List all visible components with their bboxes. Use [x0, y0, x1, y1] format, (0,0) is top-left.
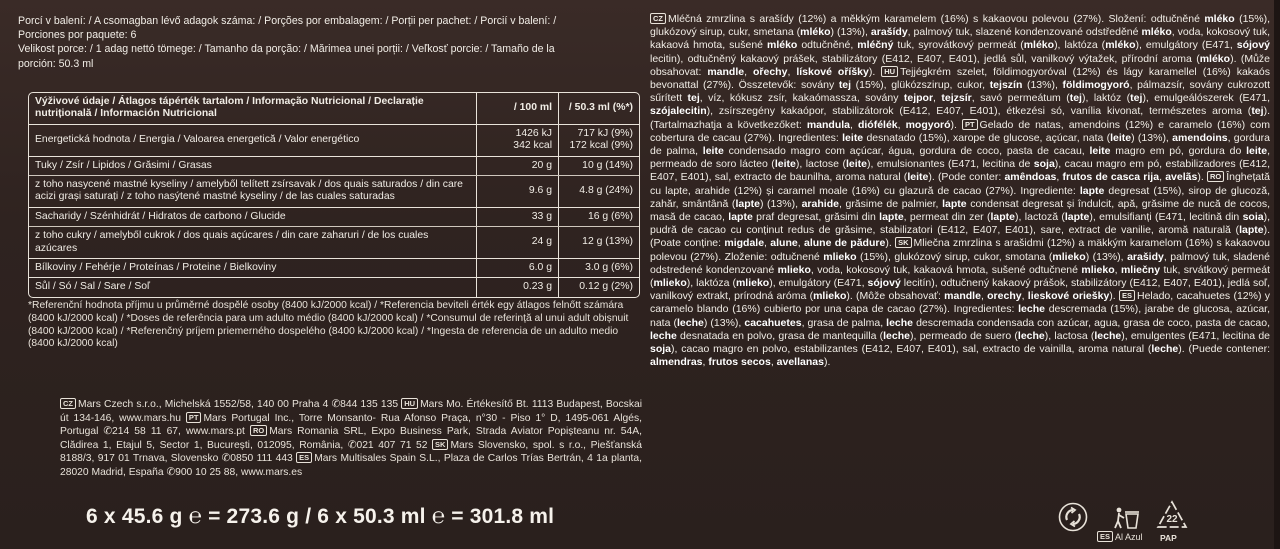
allergen-highlight: soia — [1242, 211, 1264, 224]
allergen-highlight: ořechy — [753, 65, 788, 78]
allergen-highlight: mlieko — [653, 277, 687, 290]
nutrition-header-serving: / 50.3 ml (%*) — [568, 102, 633, 114]
allergen-highlight: tejszín — [989, 79, 1023, 92]
allergen-highlight: leche — [883, 329, 910, 342]
weight-total-volume: = 273.6 g / 6 x 50.3 ml — [208, 505, 426, 528]
allergen-highlight: lapte — [1079, 184, 1105, 197]
ingredients-sk: SK Mliečna zmrzlina s arašidmi (12%) a mäkkým karamelom (16%) s kakaovou polevou (27%). Zloženie: odtučnené mlieko (15%), glukózový sirup, cukor, smotana (mlieko) (13%), arašidy, palmový tuk, sladené odstredené kondenzované mlieko, voda, kokosový tuk, kakaová hmota, sušené odtučnené mlieko, mliečny tuk, srvátkový permeát (mlieko), laktóza (mlieko), emulgátory (E471, sójový lecitín), odtučnený kakaový prášok, stabilizátory (E412, E407, E401), jedlá soľ, vanilkový extrakt, prírodná aróma (mlieko). (Môže obsahovať: mandle, orechy, lieskové oriešky). — [650, 237, 1271, 303]
country-code-badge: CZ — [650, 13, 666, 24]
pap-label: PAP — [1160, 533, 1177, 543]
allergen-highlight: lapte — [735, 197, 760, 210]
nutrient-label: Energetická hodnota / Energia / Valoarea energetică / Valor energético — [29, 125, 477, 156]
nutrient-per100: 9.6 g — [477, 176, 559, 207]
allergen-highlight: leite — [1110, 131, 1132, 144]
allergen-highlight: alune de pădure — [803, 237, 886, 250]
allergen-highlight: lapte — [990, 211, 1016, 224]
allergen-highlight: frutos de casca rija — [1062, 171, 1160, 184]
country-code-badge: CZ — [60, 398, 76, 409]
allergen-highlight: mléko — [800, 26, 831, 39]
allergen-highlight: migdale — [724, 237, 765, 250]
nutrient-serving: 0.12 g (2%) — [579, 281, 633, 293]
es-bin-text: Al Azul — [1115, 532, 1143, 542]
nutrient-serving: 12 g (13%) — [582, 236, 633, 248]
servings-line: Porcí v balení: / A csomagban lévő adagok száma: / Porções por embalagem: / Porții per pachet: / Porcií v balení: / — [18, 15, 557, 27]
pap-number: 22 — [1166, 514, 1178, 525]
es-bin-label — [1097, 531, 1143, 542]
nutrient-per100: 1426 kJ 342 kcal — [477, 125, 559, 156]
allergen-highlight: mléko — [1141, 26, 1172, 39]
allergen-highlight: leite — [774, 158, 796, 171]
allergen-highlight: arašídy — [870, 26, 908, 39]
allergen-highlight: mléčný — [857, 39, 894, 52]
nutrient-per100: 0.23 g — [477, 278, 559, 296]
reference-intake-footnote: *Referenční hodnota příjmu u průměrné dospělé osoby (8400 kJ/2000 kcal) / *Referencia beviteli érték egy átlagos felnőtt számára (8400 kJ/2000 kcal) / *Doses de referência para um adulto médio (8400 kJ/2000 kcal) / *Consumul de referință al unui adult obișnuit (8400 kJ/2000 kcal) / *Referenčný príjem priemerného dospelého (8400 kJ/2000 kcal) / *Ingesta de referencia de un adulto medio (8400 kJ/2000 kcal) — [28, 300, 629, 350]
allergen-highlight: leite — [1246, 145, 1268, 158]
country-code-badge: ES — [296, 452, 312, 463]
allergen-highlight: mlieko — [1052, 250, 1086, 263]
allergen-highlight: mogyoró — [905, 118, 951, 131]
ingredients-ro: RO Înghețată cu lapte, arahide (12%) și caramel moale (16%) cu glazură de cacao (27%). Ingrediente: lapte degresat (15%), sirop de glucoză, zahăr, smântână (lapte) (13%), arahide, grăsime de palmier, lapte condensat degresat și îndulcit, apă, grăsime de nucă de cocos, masă de cacao, lapte praf degresat, grăsimi din lapte, permeat din zer (lapte), lactoză (lapte), emulsifianți (E471, lecitină din soia), pudră de cacao cu conținut redus de grăsime, stabilizatori (E412, E407, E401), sare, extract de vanilie, aromă naturală (lapte). (Poate conține: migdale, alune, alune de pădure). — [650, 171, 1271, 250]
allergen-highlight: orechy — [987, 290, 1022, 303]
allergen-highlight: tejpor — [903, 92, 934, 105]
volume-total: = 301.8 ml — [451, 505, 555, 528]
allergen-highlight: sójový — [1236, 39, 1271, 52]
allergen-highlight: mlieko — [823, 250, 857, 263]
servings-info — [18, 14, 638, 71]
allergen-highlight: arahide — [801, 197, 839, 210]
package-edge — [1274, 0, 1280, 549]
nutrient-label: z toho nasycené mastné kyseliny / amelyből telített zsírsavak / dos quais saturados / din care acizi grași saturați / z toho nasýtené mastné kyseliny / de las cuales saturadas — [29, 176, 477, 207]
allergen-highlight: frutos secos — [708, 356, 771, 369]
contact-sk: SK Mars Slovensko, spol. s r.o., Piešťanská 8188/3, 917 01 Trnava, Slovensko ✆0850 111 443 — [60, 439, 642, 465]
nutrient-per100: 33 g — [477, 208, 559, 226]
allergen-highlight: almendras — [650, 356, 703, 369]
country-code-badge: PT — [962, 119, 978, 130]
allergen-highlight: mléko — [1105, 39, 1136, 52]
nutrient-serving: 3.0 g (6%) — [585, 262, 633, 274]
servings-line: Porciones por paquete: 6 — [18, 29, 137, 42]
allergen-highlight: lapte — [942, 197, 967, 210]
allergen-highlight: leche — [676, 316, 704, 329]
allergen-highlight: szójalecitin — [650, 105, 707, 118]
contact-ro: RO Mars Romania SRL, Expo Business Park, Strada Aviator Popișteanu nr. 54A, Clădirea 1, Etajul 5, Sector 1, București, 012095, România, ✆021 407 71 52 — [60, 426, 642, 451]
allergen-highlight: lískové oříšky — [796, 65, 869, 78]
allergen-highlight: mléko — [1204, 13, 1235, 25]
ingredients-hu: HU Tejjégkrém szelet, földimogyoróval (12%) és lágy karamellel (16%) kakaós bevonattal (27%). Összetevők: sovány tej (15%), glükózszirup, cukor, tejszín (13%), földimogyoró, pálmazsír, sovány cukrozott sűrített tej, víz, kókusz zsír, kakaómassza, sovány tejpor, tejzsír, savó permeátum (tej), laktóz (tej), emulgeálószerek (E471, szójalecitin), zsírszegény kakaópor, stabilizátorok (E412, E407, E401), étkezési só, vanília kivonat, természetes aroma (tej). (Tartalmazhatja a következőket: mandula, diófélék, mogyoró). — [650, 65, 1271, 131]
tidyman-bin-icon — [1112, 506, 1140, 530]
allergen-highlight: lapte — [728, 211, 753, 224]
allergen-highlight: tej — [1251, 105, 1264, 118]
serving-size-line: porción: 50.3 ml — [18, 57, 94, 70]
ingredients-es: ES Helado, cacahuetes (12%) y caramelo blando (16%) cubierto por una capa de cacao (27%). Ingredientes: leche descremada (15%), jarabe de glucosa, azúcar, nata (leche) (13%), cacahuetes, grasa de palma, leche descremada condensada con azúcar, agua, grasa de coco, pasta de cacao, leche desnatada en polvo, grasa de mantequilla (leche), permeado de suero (leche), lactosa (leche), emulgentes (E471, lecitina de soja), cacao magro en polvo, estabilizantes (E412, E407, E401), sal, extracto de vainilla, aroma natural (leche). (Puede contener: almendras, frutos secos, avellanas). — [650, 290, 1271, 369]
ingredients-pt: PT Gelado de natas, amendoins (12%) e caramelo (16%) com cobertura de cacau (27%). Ingredientes: leite desnatado (15%), xarope de glucose, açúcar, nata (leite) (13%), amendoins, gordura de palma, leite condensado magro com açúcar, água, gordura de coco, pasta de cacau, leite magro em pó, gordura do leite, permeado de soro lácteo (leite), lactose (leite), emulsionantes (E471, lecitina de soja), cacau magro em pó, estabilizadores (E412, E407, E401), sal, extracto de baunilha, aroma natural (leite). (Pode conter: amêndoas, frutos de casca rija, avelãs). — [650, 118, 1271, 184]
allergen-highlight: amêndoas — [1004, 171, 1057, 184]
contact-pt: PT Mars Portugal Inc., Torre Monsanto- Rua Afonso Praça, n°30 - Piso 1° D, 1495-061 Algés, Portugal ✆214 58 11 67, www.mars.pt — [60, 412, 642, 438]
allergen-highlight: leite — [1089, 145, 1111, 158]
allergen-highlight: lapte — [1064, 211, 1090, 224]
allergen-highlight: leite — [845, 158, 867, 171]
recycle-icon — [1058, 502, 1088, 532]
nutrient-serving: 4.8 g (24%) — [579, 185, 633, 197]
country-code-badge: ES — [1097, 531, 1113, 542]
pap-22-recycling-icon — [1155, 500, 1189, 532]
allergen-highlight: sójový — [867, 277, 901, 290]
allergen-highlight: leche — [650, 329, 677, 342]
allergen-highlight: leche — [1094, 329, 1122, 342]
allergen-highlight: leite — [842, 131, 864, 144]
contact-es: ES Mars Multisales Spain S.L., Plaza de Carlos Trías Bertrán, 4 1a planta, 28020 Madrid, España ✆900 10 25 88, www.mars.es — [60, 453, 643, 478]
allergen-highlight: leche — [1017, 329, 1045, 342]
allergen-highlight: leche — [1151, 343, 1179, 356]
nutrition-header-100ml: / 100 ml — [477, 93, 559, 124]
allergen-highlight: avellanas — [776, 356, 824, 369]
nutrient-label: Tuky / Zsír / Lipidos / Grăsimi / Grasas — [29, 157, 477, 175]
nutrient-per100: 24 g — [477, 227, 559, 258]
nutrient-per100: 20 g — [477, 157, 559, 175]
allergen-highlight: diófélék — [857, 118, 898, 131]
allergen-highlight: mandle — [944, 290, 981, 303]
allergen-highlight: földimogyoró — [1062, 79, 1130, 92]
nutrient-serving: 10 g (14%) — [582, 159, 633, 171]
nutrition-header-label: Výživové údaje / Átlagos tápérték tartalom / Informação Nutricional / Declarație nutrițională / Información Nutricional — [29, 93, 477, 124]
country-code-badge: SK — [432, 439, 448, 450]
allergen-highlight: mléko — [1023, 39, 1055, 52]
contact-hu: HU Mars Mo. Értékesítő Bt. 1113 Budapest, Bocskai út 134-146, www.mars.hu — [60, 399, 642, 424]
manufacturer-contacts — [60, 398, 642, 480]
allergen-highlight: lapte — [879, 211, 904, 224]
nutrition-table — [28, 92, 640, 298]
nutrition-header-row — [29, 93, 639, 124]
allergen-highlight: amendoins — [1172, 131, 1228, 144]
allergen-highlight: arašidy — [1127, 250, 1164, 263]
nutrition-row-salt — [29, 277, 639, 296]
ingredients-cz: CZ Mléčná zmrzlina s arašídy (12%) a měkkým karamelem (16%) s kakaovou polevou (27%). Složení: odtučněné mléko (15%), glukózový sirup, cukr, smetana (mléko) (13%), arašídy, palmový tuk, slazené kondenzované odstředěné mléko, voda, kokosový tuk, kakaová hmota, sušené mléko odtučněné, mléčný tuk, syrovátkový permeát (mléko), laktóza (mléko), emulgátory (E471, sójový lecitin), odtučněný kakaový prášek, stabilizátory (E412, E407, E401), jedlá sůl, vanilkový výtažek, přírodní aroma (mléko). (Může obsahovat: mandle, ořechy, lískové oříšky). — [650, 13, 1271, 78]
nutrition-row-protein — [29, 258, 639, 277]
allergen-highlight: mandula — [806, 118, 851, 131]
allergen-highlight: mliečny — [1120, 263, 1161, 276]
allergen-highlight: leite — [702, 145, 724, 158]
weight-portions: 6 x 45.6 g — [86, 505, 183, 528]
allergen-highlight: alune — [770, 237, 798, 250]
country-code-badge: PT — [186, 412, 202, 423]
serving-size-line: Velikost porce: / 1 adag nettó tömege: / Tamanho da porção: / Mărimea unei porții: / Veľkosť porcie: / Tamaño de la — [18, 43, 555, 56]
nutrient-label: Sůl / Só / Sal / Sare / Soľ — [29, 278, 477, 296]
nutrition-row-fat — [29, 156, 639, 175]
allergen-highlight: mlieko — [1081, 263, 1115, 276]
country-code-badge: SK — [895, 237, 911, 248]
estimated-sign-icon: ℮ — [431, 503, 446, 528]
allergen-highlight: leche — [886, 316, 914, 329]
nutrient-label: Bílkoviny / Fehérje / Proteínas / Proteine / Bielkoviny — [29, 259, 477, 277]
allergen-highlight: avelãs — [1165, 171, 1198, 184]
nutrient-label: z toho cukry / amelyből cukrok / dos quais açúcares / din care zaharuri / de los cuales azúcares — [29, 227, 477, 258]
allergen-highlight: tejzsír — [941, 92, 972, 105]
allergen-highlight: leite — [907, 171, 929, 184]
ingredients-block — [650, 13, 1270, 369]
allergen-highlight: mlieko — [813, 290, 847, 303]
allergen-highlight: lapte — [1239, 224, 1264, 237]
country-code-badge: HU — [401, 398, 418, 409]
nutrition-row-saturates — [29, 175, 639, 207]
allergen-highlight: mlieko — [777, 263, 811, 276]
contact-cz: CZ Mars Czech s.r.o., Michelská 1552/58, 140 00 Praha 4 ✆844 135 135 — [60, 399, 401, 410]
country-code-badge: ES — [1119, 290, 1135, 301]
allergen-highlight: mandle — [707, 65, 745, 78]
allergen-highlight: mléko — [766, 39, 798, 52]
allergen-highlight: tej — [687, 92, 700, 105]
allergen-highlight: leche — [1018, 303, 1045, 316]
nutrient-serving: 16 g (6%) — [587, 210, 633, 222]
allergen-highlight: tej — [1069, 92, 1082, 105]
estimated-sign-icon: ℮ — [188, 503, 203, 528]
allergen-highlight: cacahuetes — [744, 316, 802, 329]
allergen-highlight: mlieko — [735, 277, 770, 290]
allergen-highlight: mléko — [1199, 52, 1231, 65]
nutrient-per100: 6.0 g — [477, 259, 559, 277]
nutrition-row-carbs — [29, 207, 639, 226]
allergen-highlight: tej — [838, 79, 852, 92]
country-code-badge: RO — [1207, 171, 1224, 182]
allergen-highlight: lieskové oriešky — [1027, 290, 1110, 303]
allergen-highlight: tej — [1130, 92, 1143, 105]
nutrition-row-sugars — [29, 226, 639, 258]
allergen-highlight: soja — [650, 343, 672, 356]
nutrient-serving: 717 kJ (9%) 172 kcal (9%) — [569, 127, 633, 152]
allergen-highlight: soja — [1033, 158, 1055, 171]
net-weight-line — [86, 503, 726, 529]
country-code-badge: HU — [881, 66, 898, 77]
nutrition-row-energy — [29, 124, 639, 156]
country-code-badge: RO — [250, 425, 267, 436]
nutrient-label: Sacharidy / Szénhidrát / Hidratos de carbono / Glucide — [29, 208, 477, 226]
